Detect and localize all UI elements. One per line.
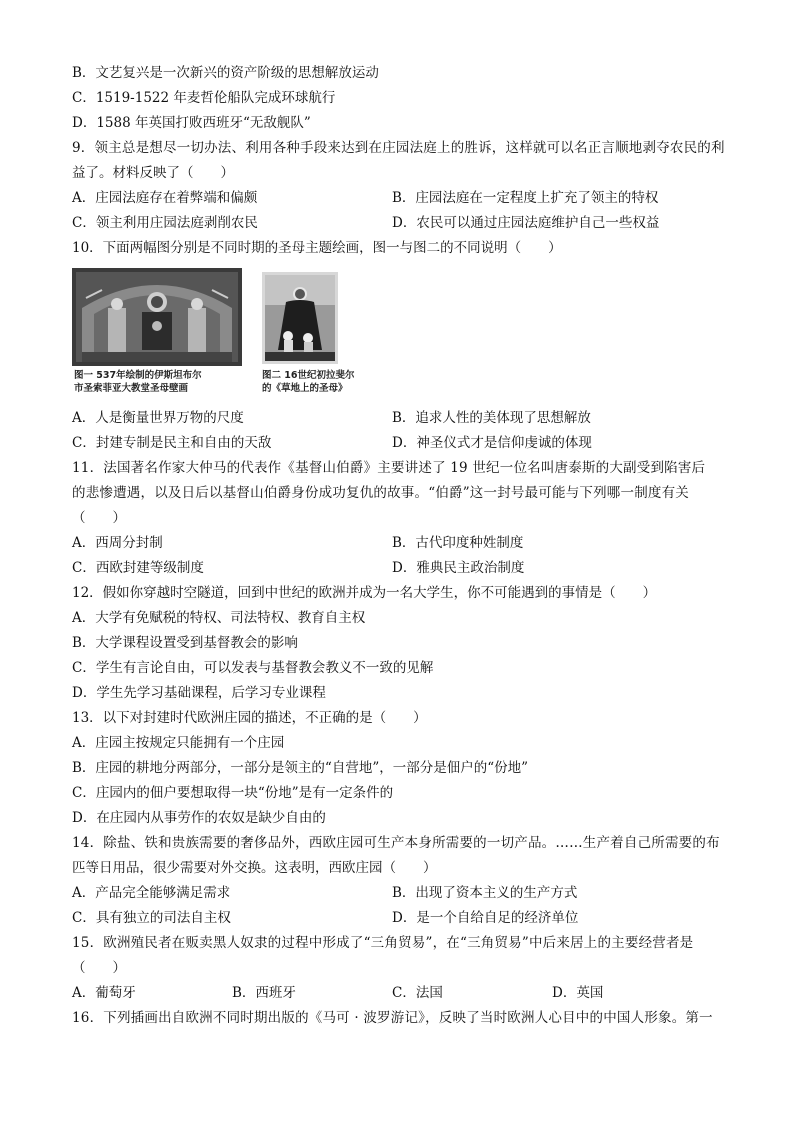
option-11c: C．西欧封建等级制度 [72,560,204,576]
question-12-stem: 12．假如你穿越时空隧道，回到中世纪的欧洲并成为一名大学生，你不可能遇到的事情是（ ） [72,585,657,601]
option-11b: B．古代印度种姓制度 [392,535,524,551]
option-13d: D．在庄园内从事劳作的农奴是缺少自由的 [72,810,326,826]
option-10b: B．追求人性的美体现了思想解放 [392,410,591,426]
option-14b: B．出现了资本主义的生产方式 [392,885,578,901]
option-8b: B．文艺复兴是一次新兴的资产阶级的思想解放运动 [72,65,379,81]
option-10d: D．神圣仪式才是信仰虔诚的体现 [392,435,592,451]
option-9b: B．庄园法庭在一定程度上扩充了领主的特权 [392,190,659,206]
question-15-blank: （ ） [72,960,126,976]
question-16-stem: 16．下列插画出自欧洲不同时期出版的《马可 · 波罗游记》，反映了当时欧洲人心目中的中国人形象。第一 [72,1010,713,1026]
figure-2-caption-line1: 图二 16世纪初拉斐尔 [262,370,355,381]
option-8c: C．1519-1522 年麦哲伦船队完成环球航行 [72,90,336,106]
option-11d: D．雅典民主政治制度 [392,560,525,576]
question-14-stem-cont: 匹等日用品，很少需要对外交换。这表明，西欧庄园（ ） [72,860,437,876]
option-13a: A．庄园主按规定只能拥有一个庄园 [72,735,285,751]
option-13b: B．庄园的耕地分两部分，一部分是领主的“自营地”，一部分是佃户的“份地” [72,760,529,776]
question-15-stem: 15．欧洲殖民者在贩卖黑人奴隶的过程中形成了“三角贸易”，在“三角贸易”中后来居上的主要经营者是 [72,935,694,951]
option-10a: A．人是衡量世界万物的尺度 [72,410,244,426]
option-12a: A．大学有免赋税的特权、司法特权、教育自主权 [72,610,366,626]
option-9d: D．农民可以通过庄园法庭维护自己一些权益 [392,215,660,231]
option-15a: A．葡萄牙 [72,985,136,1001]
option-14c: C．具有独立的司法自主权 [72,910,231,926]
option-9c: C．领主利用庄园法庭剥削农民 [72,215,258,231]
question-13-stem: 13．以下对封建时代欧洲庄园的描述，不正确的是（ ） [72,710,427,726]
option-15b: B．西班牙 [232,985,296,1001]
question-11-stem: 11．法国著名作家大仲马的代表作《基督山伯爵》主要讲述了 19 世纪一位名叫唐泰斯的大副受到陷害后 [72,460,706,476]
option-15c: C．法国 [392,985,443,1001]
option-12c: C．学生有言论自由，可以发表与基督教会教义不一致的见解 [72,660,434,676]
figure-1-caption-line1: 图一 537年绘制的伊斯坦布尔 [74,370,202,381]
figure-1-mosaic-image [72,268,242,366]
option-15d: D．英国 [552,985,604,1001]
option-10c: C．封建专制是民主和自由的天敌 [72,435,272,451]
figure-2-painting-image [262,272,338,364]
option-8d: D．1588 年英国打败西班牙“无敌舰队” [72,115,311,131]
question-11-blank: （ ） [72,510,126,526]
option-14a: A．产品完全能够满足需求 [72,885,231,901]
question-9-stem: 9．领主总是想尽一切办法、利用各种手段来达到在庄园法庭上的胜诉，这样就可以名正言顺地剥夺农民的利 [72,140,725,156]
figure-2-caption-line2: 的《草地上的圣母》 [262,383,348,394]
option-14d: D．是一个自给自足的经济单位 [392,910,579,926]
option-12d: D．学生先学习基础课程，后学习专业课程 [72,685,326,701]
figure-1-caption-line2: 市圣索菲亚大教堂圣母壁画 [74,383,189,394]
question-9-stem-cont: 益了。材料反映了（ ） [72,165,234,181]
question-10-stem: 10．下面两幅图分别是不同时期的圣母主题绘画，图一与图二的不同说明（ ） [72,240,562,256]
option-12b: B．大学课程设置受到基督教会的影响 [72,635,298,651]
option-9a: A．庄园法庭存在着弊端和偏颇 [72,190,258,206]
question-11-stem-cont: 的悲惨遭遇，以及日后以基督山伯爵身份成功复仇的故事。“伯爵”这一封号最可能与下列哪一制度有关 [72,485,690,501]
question-14-stem: 14．除盐、铁和贵族需要的奢侈品外，西欧庄园可生产本身所需要的一切产品。……生产着自己所需要的布 [72,835,720,851]
option-11a: A．西周分封制 [72,535,163,551]
option-13c: C．庄园内的佃户要想取得一块“份地”是有一定条件的 [72,785,394,801]
